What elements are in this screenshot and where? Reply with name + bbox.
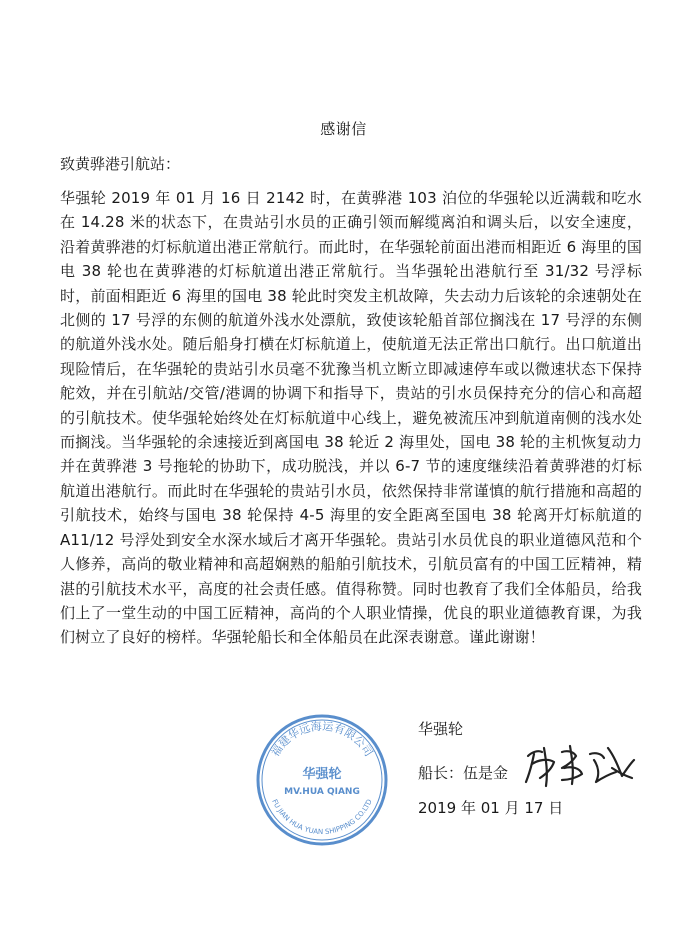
letter-title: 感谢信 [320,120,367,138]
letter-body: 华强轮 2019 年 01 月 16 日 2142 时，在黄骅港 103 泊位的华强轮以近满载和吃水在 14.28 米的状态下，在贵站引水员的正确引领而解缆离泊和调头后，以安全速度，沿着黄骅港的灯标航道出港正常航行。而此时，在华强轮前面出港而相距近 6 海里的国电 38 轮也在黄骅港的灯标航道出港正常航行。当华强轮出港航行至 31/32 号浮标时，前面相距近 6 海里的国电 38 轮此时突发主机故障，失去动力后该轮的余速朝处在北侧的 17 号浮的东侧的航道外浅水处漂航，致使该轮船首部位搁浅在 17 号浮的东侧的航道外浅水处。随后船身打横在灯标航道上，使航道无法正常出口航行。出口航道出现险情后，在华强轮的贵站引水员毫不犹豫当机立断立即减速停车或以微速状态下保持舵效，并在引航站/交管/港调的协调下和指导下，贵站的引水员保持充分的信心和高超的引航技术。使华强轮始终处在灯标航道中心线上，避免被流压冲到航道南侧的浅水处而搁浅。当华强轮的余速接近到离国电 38 轮近 2 海里处，国电 38 轮的主机恢复动力并在黄骅港 3 号拖轮的协助下，成功脱浅，并以 6-7 节的速度继续沿着黄骅港的灯标航道出港航行。而此时在华强轮的贵站引水员，依然保持非常谨慎的航行措施和高超的引航技术，始终与国电 38 轮保持 4-5 海里的安全距离至国电 38 轮离开灯标航道的 A11/12 号浮处到安全水深水域后才离开华强轮。贵站引水员优良的职业道德风范和个人修养，高尚的敬业精神和高超娴熟的船舶引航技术，引航员富有的中国工匠精神，精湛的引航技术水平，高度的社会责任感。值得称赞。同时也教育了我们全体船员，给我们上了一堂生动的中国工匠精神，高尚的个人职业情操，优良的职业道德教育课，为我们树立了良好的榜样。华强轮船长和全体船员在此深表谢意。谨此谢谢！ [60,189,642,647]
closing-date: 2019 年 01 月 17 日 [418,799,564,817]
company-stamp [252,710,392,850]
stamp-center-en: MV.HUA QIANG [284,787,360,797]
stamp-bottom-text: FU JIAN HUA YUAN SHIPPING CO.LTD [270,798,374,837]
handwritten-signature [518,738,640,790]
closing-ship-name: 华强轮 [418,720,464,738]
closing-captain: 船长：伍是金 [418,764,509,782]
letter-salutation: 致黄骅港引航站： [60,155,181,173]
stamp-ring-text: 福建华远海运有限公司 [268,719,376,759]
stamp-center-cn: 华强轮 [302,767,342,782]
